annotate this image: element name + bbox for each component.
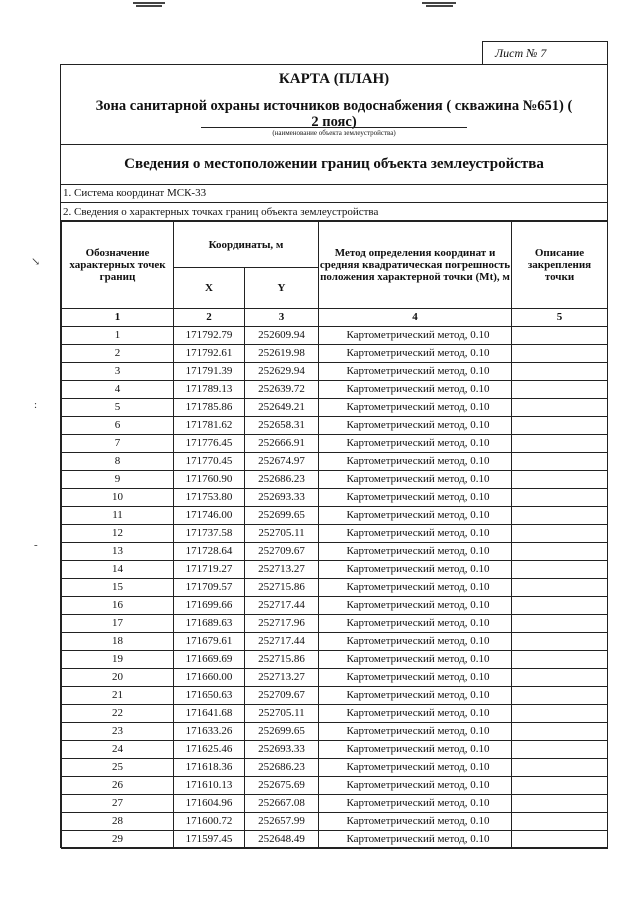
method-cell: Картометрический метод, 0.10 [319,777,512,795]
table-row [62,615,608,633]
point-id-cell: 18 [62,633,174,651]
description-cell [512,399,608,417]
description-cell [512,651,608,669]
method-cell: Картометрический метод, 0.10 [319,399,512,417]
point-id-cell: 16 [62,597,174,615]
points-line: 2. Сведения о характерных точках границ объекта землеустройства [61,203,607,221]
method-cell: Картометрический метод, 0.10 [319,687,512,705]
coord-y-cell: 252693.33 [245,489,319,507]
coord-x-cell: 171633.26 [174,723,245,741]
map-header [61,65,607,145]
zone-title: Зона санитарной охраны источников водоснабжения ( скважина №651) ( 2 пояс) [95,98,573,130]
method-cell: Картометрический метод, 0.10 [319,723,512,741]
col-number: 3 [245,309,319,327]
coord-y-cell: 252675.69 [245,777,319,795]
point-id-cell: 14 [62,561,174,579]
coord-y-cell: 252715.86 [245,579,319,597]
point-id-cell: 11 [62,507,174,525]
table-row [62,363,608,381]
method-cell: Картометрический метод, 0.10 [319,489,512,507]
method-cell: Картометрический метод, 0.10 [319,579,512,597]
description-cell [512,489,608,507]
description-cell [512,471,608,489]
table-row [62,723,608,741]
point-id-cell: 10 [62,489,174,507]
point-id-cell: 2 [62,345,174,363]
point-id-cell: 21 [62,687,174,705]
scan-artifact-right [422,2,456,8]
point-id-cell: 9 [62,471,174,489]
document-frame [60,64,608,848]
table-row [62,381,608,399]
coord-x-cell: 171789.13 [174,381,245,399]
method-cell: Картометрический метод, 0.10 [319,435,512,453]
coord-y-cell: 252705.11 [245,705,319,723]
scan-artifact-left [133,2,165,8]
coord-x-cell: 171776.45 [174,435,245,453]
coord-y-cell: 252657.99 [245,813,319,831]
coord-x-cell: 171660.00 [174,669,245,687]
table-row [62,795,608,813]
coord-x-cell: 171699.66 [174,597,245,615]
sheet-number: Лист № 7 [482,41,608,65]
col-point-header: Обозначение характерных точек границ [62,222,174,309]
coord-x-cell: 171641.68 [174,705,245,723]
point-id-cell: 23 [62,723,174,741]
coord-x-cell: 171719.27 [174,561,245,579]
table-row [62,543,608,561]
description-cell [512,417,608,435]
table-row [62,579,608,597]
table-row [62,507,608,525]
col-number: 4 [319,309,512,327]
coord-y-cell: 252648.49 [245,831,319,849]
method-cell: Картометрический метод, 0.10 [319,471,512,489]
method-cell: Картометрический метод, 0.10 [319,597,512,615]
description-cell [512,327,608,345]
description-cell [512,615,608,633]
description-cell [512,579,608,597]
point-id-cell: 1 [62,327,174,345]
description-cell [512,633,608,651]
description-cell [512,813,608,831]
method-cell: Картометрический метод, 0.10 [319,507,512,525]
table-row [62,327,608,345]
coord-x-cell: 171689.63 [174,615,245,633]
coord-x-cell: 171792.61 [174,345,245,363]
coord-y-cell: 252713.27 [245,561,319,579]
table-row [62,741,608,759]
coord-x-cell: 171792.79 [174,327,245,345]
coord-system-line: 1. Система координат МСК-33 [61,184,607,203]
description-cell [512,669,608,687]
point-id-cell: 15 [62,579,174,597]
method-cell: Картометрический метод, 0.10 [319,525,512,543]
point-id-cell: 19 [62,651,174,669]
coord-x-cell: 171791.39 [174,363,245,381]
point-id-cell: 17 [62,615,174,633]
coord-x-cell: 171600.72 [174,813,245,831]
method-cell: Картометрический метод, 0.10 [319,345,512,363]
col-x-header: X [174,268,245,309]
coord-x-cell: 171737.58 [174,525,245,543]
coord-y-cell: 252699.65 [245,723,319,741]
coord-x-cell: 171709.57 [174,579,245,597]
description-cell [512,777,608,795]
method-cell: Картометрический метод, 0.10 [319,561,512,579]
table-row [62,669,608,687]
col-method-header: Метод определения координат и средняя квадратическая погрешность положения характерной точки (Mt), м [319,222,512,309]
margin-mark: : [34,399,38,411]
method-cell: Картометрический метод, 0.10 [319,759,512,777]
coord-y-cell: 252705.11 [245,525,319,543]
table-row [62,759,608,777]
coord-x-cell: 171746.00 [174,507,245,525]
point-id-cell: 24 [62,741,174,759]
description-cell [512,723,608,741]
coord-x-cell: 171669.69 [174,651,245,669]
method-cell: Картометрический метод, 0.10 [319,651,512,669]
method-cell: Картометрический метод, 0.10 [319,543,512,561]
coord-x-cell: 171679.61 [174,633,245,651]
point-id-cell: 5 [62,399,174,417]
table-row [62,633,608,651]
col-desc-header: Описание закрепления точки [512,222,608,309]
coord-y-cell: 252674.97 [245,453,319,471]
coord-y-cell: 252667.08 [245,795,319,813]
coord-y-cell: 252699.65 [245,507,319,525]
col-number: 2 [174,309,245,327]
coord-y-cell: 252717.96 [245,615,319,633]
section-title: Сведения о местоположении границ объекта землеустройства [61,144,607,185]
coord-x-cell: 171604.96 [174,795,245,813]
table-row [62,687,608,705]
description-cell [512,561,608,579]
coord-y-cell: 252658.31 [245,417,319,435]
method-cell: Картометрический метод, 0.10 [319,795,512,813]
description-cell [512,597,608,615]
coord-x-cell: 171650.63 [174,687,245,705]
coord-y-cell: 252717.44 [245,633,319,651]
method-cell: Картометрический метод, 0.10 [319,327,512,345]
description-cell [512,345,608,363]
description-cell [512,759,608,777]
table-row [62,417,608,435]
point-id-cell: 20 [62,669,174,687]
point-id-cell: 29 [62,831,174,849]
description-cell [512,435,608,453]
coord-y-cell: 252709.67 [245,687,319,705]
coord-y-cell: 252715.86 [245,651,319,669]
table-row [62,453,608,471]
point-id-cell: 22 [62,705,174,723]
coord-y-cell: 252629.94 [245,363,319,381]
coord-y-cell: 252686.23 [245,471,319,489]
method-cell: Картометрический метод, 0.10 [319,813,512,831]
col-number: 1 [62,309,174,327]
map-title: КАРТА (ПЛАН) [278,71,390,87]
col-y-header: Y [245,268,319,309]
coord-x-cell: 171781.62 [174,417,245,435]
method-cell: Картометрический метод, 0.10 [319,381,512,399]
description-cell [512,741,608,759]
point-id-cell: 8 [62,453,174,471]
description-cell [512,381,608,399]
table-row [62,777,608,795]
table-row [62,435,608,453]
description-cell [512,525,608,543]
coord-y-cell: 252619.98 [245,345,319,363]
point-id-cell: 3 [62,363,174,381]
coord-y-cell: 252693.33 [245,741,319,759]
table-row [62,561,608,579]
description-cell [512,507,608,525]
description-cell [512,705,608,723]
coord-x-cell: 171760.90 [174,471,245,489]
zone-caption: (наименование объекта землеустройства) [201,127,467,137]
coord-y-cell: 252686.23 [245,759,319,777]
coord-y-cell: 252713.27 [245,669,319,687]
method-cell: Картометрический метод, 0.10 [319,831,512,849]
coord-x-cell: 171770.45 [174,453,245,471]
point-id-cell: 6 [62,417,174,435]
description-cell [512,363,608,381]
coord-x-cell: 171618.36 [174,759,245,777]
point-id-cell: 25 [62,759,174,777]
description-cell [512,831,608,849]
point-id-cell: 4 [62,381,174,399]
point-id-cell: 13 [62,543,174,561]
coord-y-cell: 252717.44 [245,597,319,615]
table-row [62,399,608,417]
table-row [62,471,608,489]
coord-x-cell: 171597.45 [174,831,245,849]
coord-y-cell: 252639.72 [245,381,319,399]
method-cell: Картометрический метод, 0.10 [319,705,512,723]
point-id-cell: 26 [62,777,174,795]
point-id-cell: 12 [62,525,174,543]
table-row [62,831,608,849]
point-id-cell: 28 [62,813,174,831]
description-cell [512,543,608,561]
method-cell: Картометрический метод, 0.10 [319,363,512,381]
coord-x-cell: 171610.13 [174,777,245,795]
description-cell [512,795,608,813]
method-cell: Картометрический метод, 0.10 [319,453,512,471]
method-cell: Картометрический метод, 0.10 [319,417,512,435]
table-row [62,489,608,507]
margin-mark: - [34,539,38,551]
points-table [61,221,608,849]
description-cell [512,453,608,471]
point-id-cell: 7 [62,435,174,453]
coord-x-cell: 171625.46 [174,741,245,759]
coord-y-cell: 252609.94 [245,327,319,345]
method-cell: Картометрический метод, 0.10 [319,615,512,633]
table-row [62,525,608,543]
coord-y-cell: 252649.21 [245,399,319,417]
table-row [62,597,608,615]
coord-y-cell: 252709.67 [245,543,319,561]
col-coords-header: Координаты, м [174,222,319,268]
description-cell [512,687,608,705]
col-number: 5 [512,309,608,327]
table-row [62,345,608,363]
coord-x-cell: 171728.64 [174,543,245,561]
coord-x-cell: 171753.80 [174,489,245,507]
method-cell: Картометрический метод, 0.10 [319,669,512,687]
method-cell: Картометрический метод, 0.10 [319,633,512,651]
point-id-cell: 27 [62,795,174,813]
table-row [62,651,608,669]
table-row [62,705,608,723]
coord-y-cell: 252666.91 [245,435,319,453]
margin-mark: ↘ [31,256,41,268]
table-row [62,813,608,831]
coord-x-cell: 171785.86 [174,399,245,417]
method-cell: Картометрический метод, 0.10 [319,741,512,759]
